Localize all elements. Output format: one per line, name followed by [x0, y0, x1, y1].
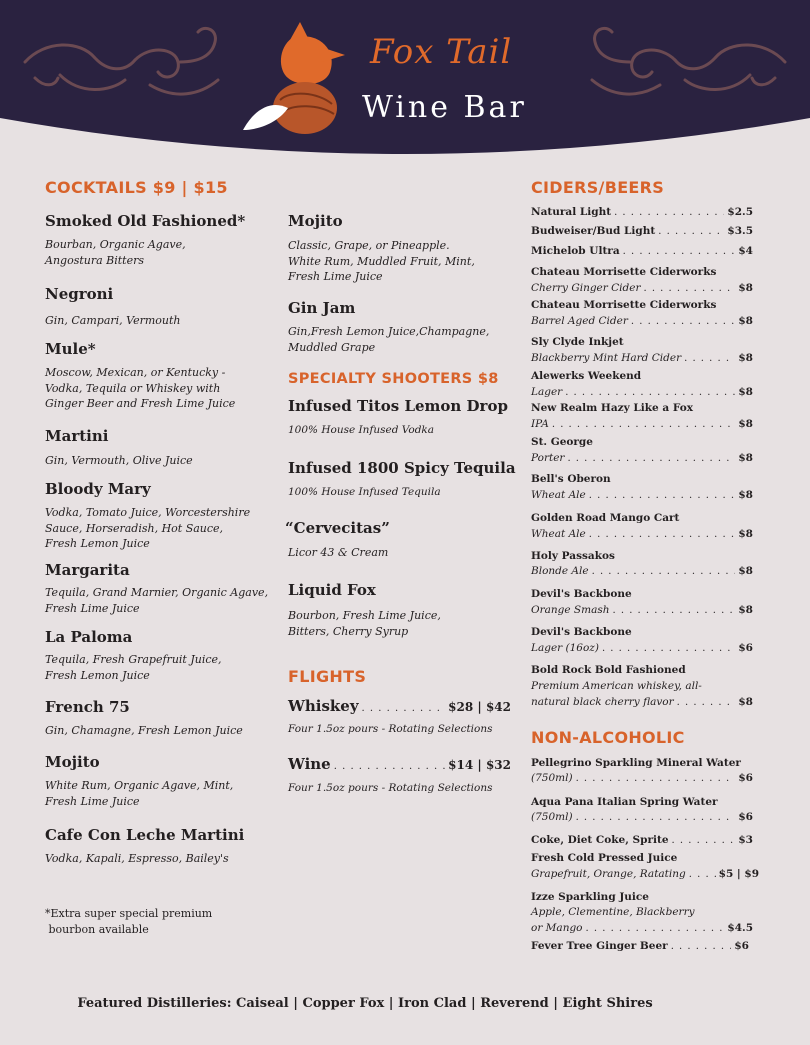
- beverage-style: (750ml): [531, 811, 573, 823]
- leader-dots: [623, 246, 736, 257]
- flight-price: $14 | $32: [448, 758, 511, 772]
- beverage-price: $8: [738, 386, 753, 398]
- beverage-style: Orange Smash: [531, 604, 610, 616]
- beverage-style: Grapefruit, Orange, Ratating: [531, 868, 686, 880]
- beverage-price: $8: [738, 418, 753, 430]
- cocktail-name: Mojito: [45, 753, 100, 771]
- beverage-row: [531, 418, 753, 430]
- brand-script-title: Fox Tail: [370, 32, 513, 72]
- beverage-name: Bell's Oberon: [531, 473, 611, 485]
- beverage-name: Devil's Backbone: [531, 588, 632, 600]
- cocktail-name: Mule*: [45, 340, 96, 358]
- cocktail-desc: Gin, Chamagne, Fresh Lemon Juice: [45, 724, 243, 737]
- beverage-price: $8: [738, 604, 753, 616]
- ciders-title: CIDERS/BEERS: [531, 178, 665, 197]
- cocktail-desc: White Rum, Organic Agave, Mint, Fresh Lime Juice: [45, 779, 234, 808]
- shooter-name: Infused Titos Lemon Drop: [288, 397, 508, 415]
- beverage-name: Golden Road Mango Cart: [531, 512, 680, 524]
- shooter-desc: Bourbon, Fresh Lime Juice, Bitters, Cherry Syrup: [288, 609, 441, 638]
- leader-dots: [565, 387, 735, 398]
- beverage-style: Porter: [531, 452, 565, 464]
- beverage-name: Coke, Diet Coke, Sprite: [531, 834, 669, 846]
- leader-dots: [576, 812, 736, 823]
- beverage-price: $6: [738, 811, 753, 823]
- beverage-price: $3.5: [727, 225, 753, 237]
- beverage-style: Wheat Ale: [531, 489, 586, 501]
- beverage-price: $6: [738, 642, 753, 654]
- shooter-desc: Licor 43 & Cream: [288, 546, 389, 559]
- featured-distilleries: Featured Distilleries: Caiseal | Copper Fox | Iron Clad | Reverend | Eight Shires: [77, 996, 653, 1011]
- beverage-name: New Realm Hazy Like a Fox: [531, 402, 693, 414]
- cocktail-desc: Vodka, Tomato Juice, Worcestershire Sauce, Horseradish, Hot Sauce, Fresh Lemon Juice: [45, 506, 251, 550]
- cocktail-name: Smoked Old Fashioned*: [45, 212, 246, 230]
- flight-desc: Four 1.5oz pours - Rotating Selections: [288, 723, 493, 735]
- leader-dots: [643, 283, 735, 294]
- beverage-style: Lager (16oz): [531, 642, 599, 654]
- beverage-row: [531, 225, 753, 237]
- cocktail-name: Cafe Con Leche Martini: [45, 826, 245, 844]
- cocktail-desc: Classic, Grape, or Pineapple. White Rum, Muddled Fruit, Mint, Fresh Lime Juice: [288, 239, 475, 283]
- beverage-style: Wheat Ale: [531, 528, 586, 540]
- cocktail-desc: Gin, Campari, Vermouth: [45, 314, 181, 327]
- leader-dots: [567, 453, 735, 464]
- beverage-name: Fever Tree Ginger Beer: [531, 940, 668, 952]
- leader-dots: [614, 207, 724, 218]
- leader-dots: [334, 761, 445, 772]
- leader-dots: [362, 703, 446, 714]
- cocktail-name: Gin Jam: [288, 299, 356, 317]
- cocktail-name: French 75: [45, 698, 130, 716]
- beverage-row: [531, 489, 753, 501]
- cocktail-desc: Tequila, Fresh Grapefruit Juice, Fresh Lemon Juice: [45, 653, 222, 682]
- header-banner: [0, 0, 810, 170]
- leader-dots: [658, 226, 724, 237]
- beverage-price: $8: [738, 282, 753, 294]
- beverage-row: [531, 772, 753, 784]
- leader-dots: [602, 643, 735, 654]
- cocktail-desc: Bourban, Organic Agave, Angostura Bitters: [45, 238, 186, 267]
- beverage-name: Pellegrino Sparkling Mineral Water: [531, 757, 741, 769]
- flight-row: [288, 697, 511, 715]
- shooter-name: “Cervecitas”: [285, 519, 390, 537]
- beverage-row: [531, 206, 753, 218]
- leader-dots: [589, 490, 736, 501]
- beverage-name: Chateau Morrisette Ciderworks: [531, 266, 717, 278]
- beverage-name: Sly Clyde Inkjet: [531, 336, 624, 348]
- header-background: [0, 0, 810, 170]
- beverage-price: $4.5: [727, 922, 753, 934]
- leader-dots: [671, 941, 732, 952]
- beverage-name: St. George: [531, 436, 593, 448]
- flight-desc: Four 1.5oz pours - Rotating Selections: [288, 782, 493, 794]
- beverage-row: [531, 834, 753, 846]
- cocktail-desc: Moscow, Mexican, or Kentucky - Vodka, Tequila or Whiskey with Ginger Beer and Fresh Lime Juice: [45, 366, 236, 410]
- leader-dots: [552, 419, 736, 430]
- flights-title: FLIGHTS: [288, 667, 367, 686]
- cocktail-desc: Tequila, Grand Marnier, Organic Agave, Fresh Lime Juice: [45, 586, 269, 615]
- beverage-row: [531, 604, 753, 616]
- beverage-style: Blonde Ale: [531, 565, 589, 577]
- beverage-price: $8: [738, 528, 753, 540]
- beverage-price: $8: [738, 352, 753, 364]
- beverage-style: natural black cherry flavor: [531, 696, 674, 708]
- leader-dots: [689, 869, 716, 880]
- beverage-row: [531, 922, 753, 934]
- beverage-name: Devil's Backbone: [531, 626, 632, 638]
- shooter-desc: 100% House Infused Tequila: [288, 486, 441, 498]
- beverage-style: (750ml): [531, 772, 573, 784]
- leader-dots: [684, 353, 735, 364]
- beverage-name: Alewerks Weekend: [531, 370, 642, 382]
- beverage-row: [531, 940, 749, 952]
- beverage-price: $8: [738, 452, 753, 464]
- beverage-price: $8: [738, 565, 753, 577]
- beverage-price: $6: [738, 772, 753, 784]
- cocktail-name: Negroni: [45, 285, 114, 303]
- leader-dots: [612, 605, 735, 616]
- beverage-style: Blackberry Mint Hard Cider: [531, 352, 682, 364]
- beverage-style: IPA: [531, 418, 549, 430]
- shooter-name: Infused 1800 Spicy Tequila: [288, 459, 516, 477]
- cocktail-name: Martini: [45, 427, 109, 445]
- shooter-desc: 100% House Infused Vodka: [288, 424, 435, 436]
- flight-name: Wine: [288, 755, 331, 773]
- beverage-name: Chateau Morrisette Ciderworks: [531, 299, 717, 311]
- brand-subtitle: Wine Bar: [362, 90, 527, 125]
- cocktail-name: Bloody Mary: [45, 480, 151, 498]
- cocktail-name: La Paloma: [45, 628, 133, 646]
- nonalc-title: NON-ALCOHOLIC: [531, 728, 685, 747]
- cocktail-name: Mojito: [288, 212, 343, 230]
- beverage-price: $8: [738, 315, 753, 327]
- cocktail-desc: Vodka, Kapali, Espresso, Bailey's: [45, 852, 229, 865]
- flight-name: Whiskey: [288, 697, 359, 715]
- beverage-row: [531, 386, 753, 398]
- beverage-row: [531, 282, 753, 294]
- leader-dots: [589, 529, 736, 540]
- beverage-style: Cherry Ginger Cider: [531, 282, 641, 294]
- beverage-price: $8: [738, 696, 753, 708]
- beverage-price: $2.5: [727, 206, 753, 218]
- beverage-row: [531, 811, 753, 823]
- beverage-name: Natural Light: [531, 206, 612, 218]
- cocktail-name: Margarita: [45, 561, 130, 579]
- leader-dots: [576, 773, 736, 784]
- beverage-name: Budweiser/Bud Light: [531, 225, 656, 237]
- beverage-row: [531, 868, 759, 880]
- leader-dots: [672, 835, 736, 846]
- beverage-name: Holy Passakos: [531, 550, 615, 562]
- cocktails-title: COCKTAILS $9 | $15: [45, 178, 228, 197]
- beverage-price: $4: [738, 245, 753, 257]
- beverage-style: Premium American whiskey, all-: [531, 680, 702, 692]
- beverage-name: Izze Sparkling Juice: [531, 891, 649, 903]
- beverage-style: or Mango: [531, 922, 583, 934]
- flight-row: [288, 755, 511, 773]
- beverage-style: Barrel Aged Cider: [531, 315, 628, 327]
- cocktail-desc: Gin, Vermouth, Olive Juice: [45, 454, 193, 467]
- beverage-style: Apple, Clementine, Blackberry: [531, 906, 695, 918]
- beverage-name: Fresh Cold Pressed Juice: [531, 852, 678, 864]
- beverage-price: $3: [738, 834, 753, 846]
- beverage-name: Michelob Ultra: [531, 245, 620, 257]
- beverage-row: [531, 352, 753, 364]
- premium-note: *Extra super special premium bourbon available: [45, 907, 213, 936]
- leader-dots: [592, 566, 736, 577]
- leader-dots: [677, 697, 736, 708]
- beverage-style: Lager: [531, 386, 563, 398]
- leader-dots: [586, 923, 725, 934]
- beverage-price: $6: [734, 940, 749, 952]
- beverage-row: [531, 528, 753, 540]
- beverage-row: [531, 452, 753, 464]
- shooter-name: Liquid Fox: [288, 581, 376, 599]
- beverage-name: Aqua Pana Italian Spring Water: [531, 796, 718, 808]
- beverage-price: $8: [738, 489, 753, 501]
- leader-dots: [631, 316, 736, 327]
- beverage-row: [531, 565, 753, 577]
- shooters-title: SPECIALTY SHOOTERS $8: [288, 371, 499, 387]
- cocktail-desc: Gin,Fresh Lemon Juice,Champagne, Muddled Grape: [288, 325, 490, 354]
- beverage-name: Bold Rock Bold Fashioned: [531, 664, 686, 676]
- flight-price: $28 | $42: [448, 700, 511, 714]
- beverage-row: [531, 642, 753, 654]
- beverage-price: $5 | $9: [718, 868, 759, 880]
- beverage-row: [531, 696, 753, 708]
- beverage-row: [531, 245, 753, 257]
- beverage-row: [531, 315, 753, 327]
